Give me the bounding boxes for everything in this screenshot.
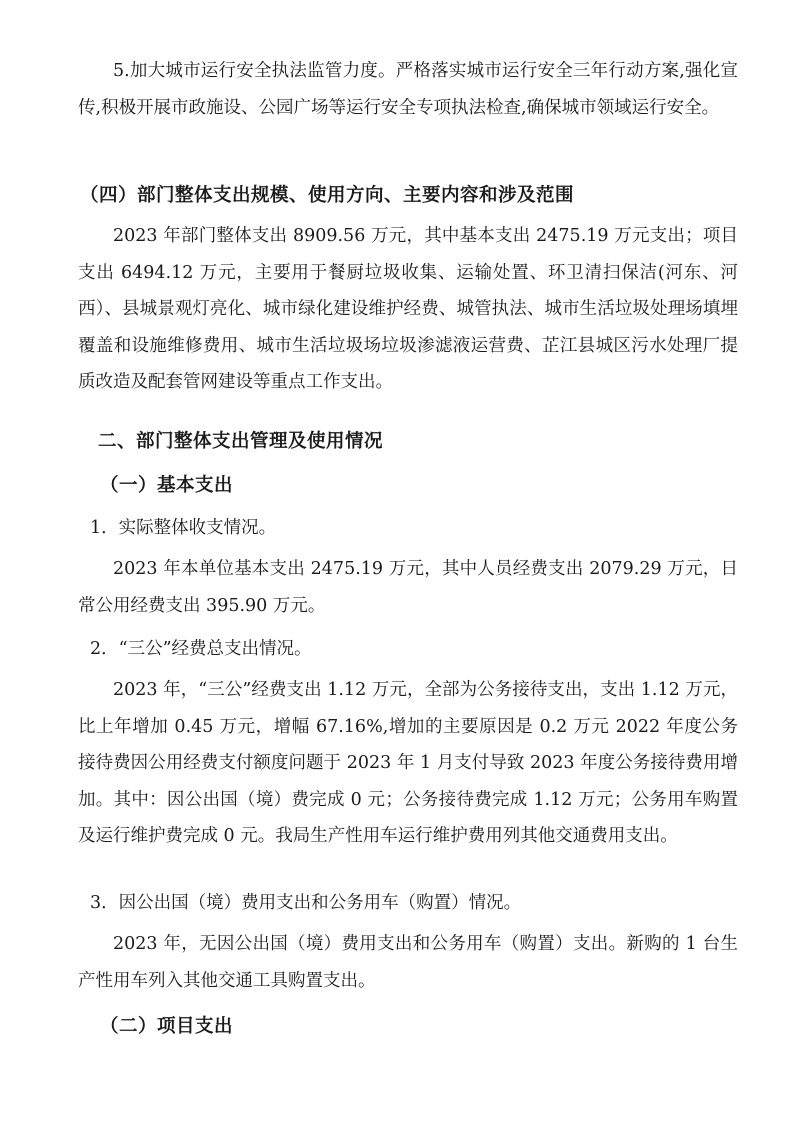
paragraph-expenditure-scope: 2023 年部门整体支出 8909.56 万元，其中基本支出 2475.19 万元支出；项目支出 6494.12 万元，主要用于餐厨垃圾收集、运输处置、环卫清扫保洁(河东、河西）、县城景观灯亮化、城市绿化建设维护经费、城管执法、城市生活垃圾处理场填埋覆盖和设施维修费用、城市生活垃圾场垃圾渗滤液运营费、芷江县城区污水处理厂提质改造及配套管网建设等重点工作支出。 — [78, 226, 738, 392]
item-sangong-total: 2．“三公”经费总支出情况。 — [90, 639, 312, 659]
paragraph-sangong-details: 2023 年，“三公”经费支出 1.12 万元，全部为公务接待支出，支出 1.12 万元，比上年增加 0.45 万元，增幅 67.16%,增加的主要原因是 0.2 万元 2022 年度公务接待费因公用经费支付额度问题于 2023 年 1 月支付导致 2023 年度公务接待费用增加。其中：因公出国（境）费完成 0 元；公务接待费完成 1.12 万元；公务用车购置及运行维护费完成 0 元。我局生产性用车运行维护费用列其他交通费用支出。 — [78, 680, 738, 846]
paragraph-safety-enforcement: 5.加大城市运行安全执法监管力度。严格落实城市运行安全三年行动方案,强化宣传,积极开展市政施设、公园广场等运行安全专项执法检查,确保城市领域运行安全。 — [78, 61, 738, 118]
paragraph-vehicle-purchase: 2023 年，无因公出国（境）费用支出和公务用车（购置）支出。新购的 1 台生产性用车列入其他交通工具购置支出。 — [78, 934, 738, 991]
heading-basic-expenditure: （一）基本支出 — [100, 475, 234, 496]
heading-expenditure-scope: （四）部门整体支出规模、使用方向、主要内容和涉及范围 — [80, 185, 575, 206]
item-actual-revenue-expenditure: 1．实际整体收支情况。 — [90, 518, 277, 538]
paragraph-basic-expenditure: 2023 年本单位基本支出 2475.19 万元，其中人员经费支出 2079.29 万元，日常公用经费支出 395.90 万元。 — [78, 559, 738, 616]
item-overseas-vehicle: 3．因公出国（境）费用支出和公务用车（购置）情况。 — [90, 893, 522, 913]
heading-project-expenditure: （二）项目支出 — [100, 1016, 234, 1037]
heading-section-two: 二、部门整体支出管理及使用情况 — [98, 431, 384, 452]
